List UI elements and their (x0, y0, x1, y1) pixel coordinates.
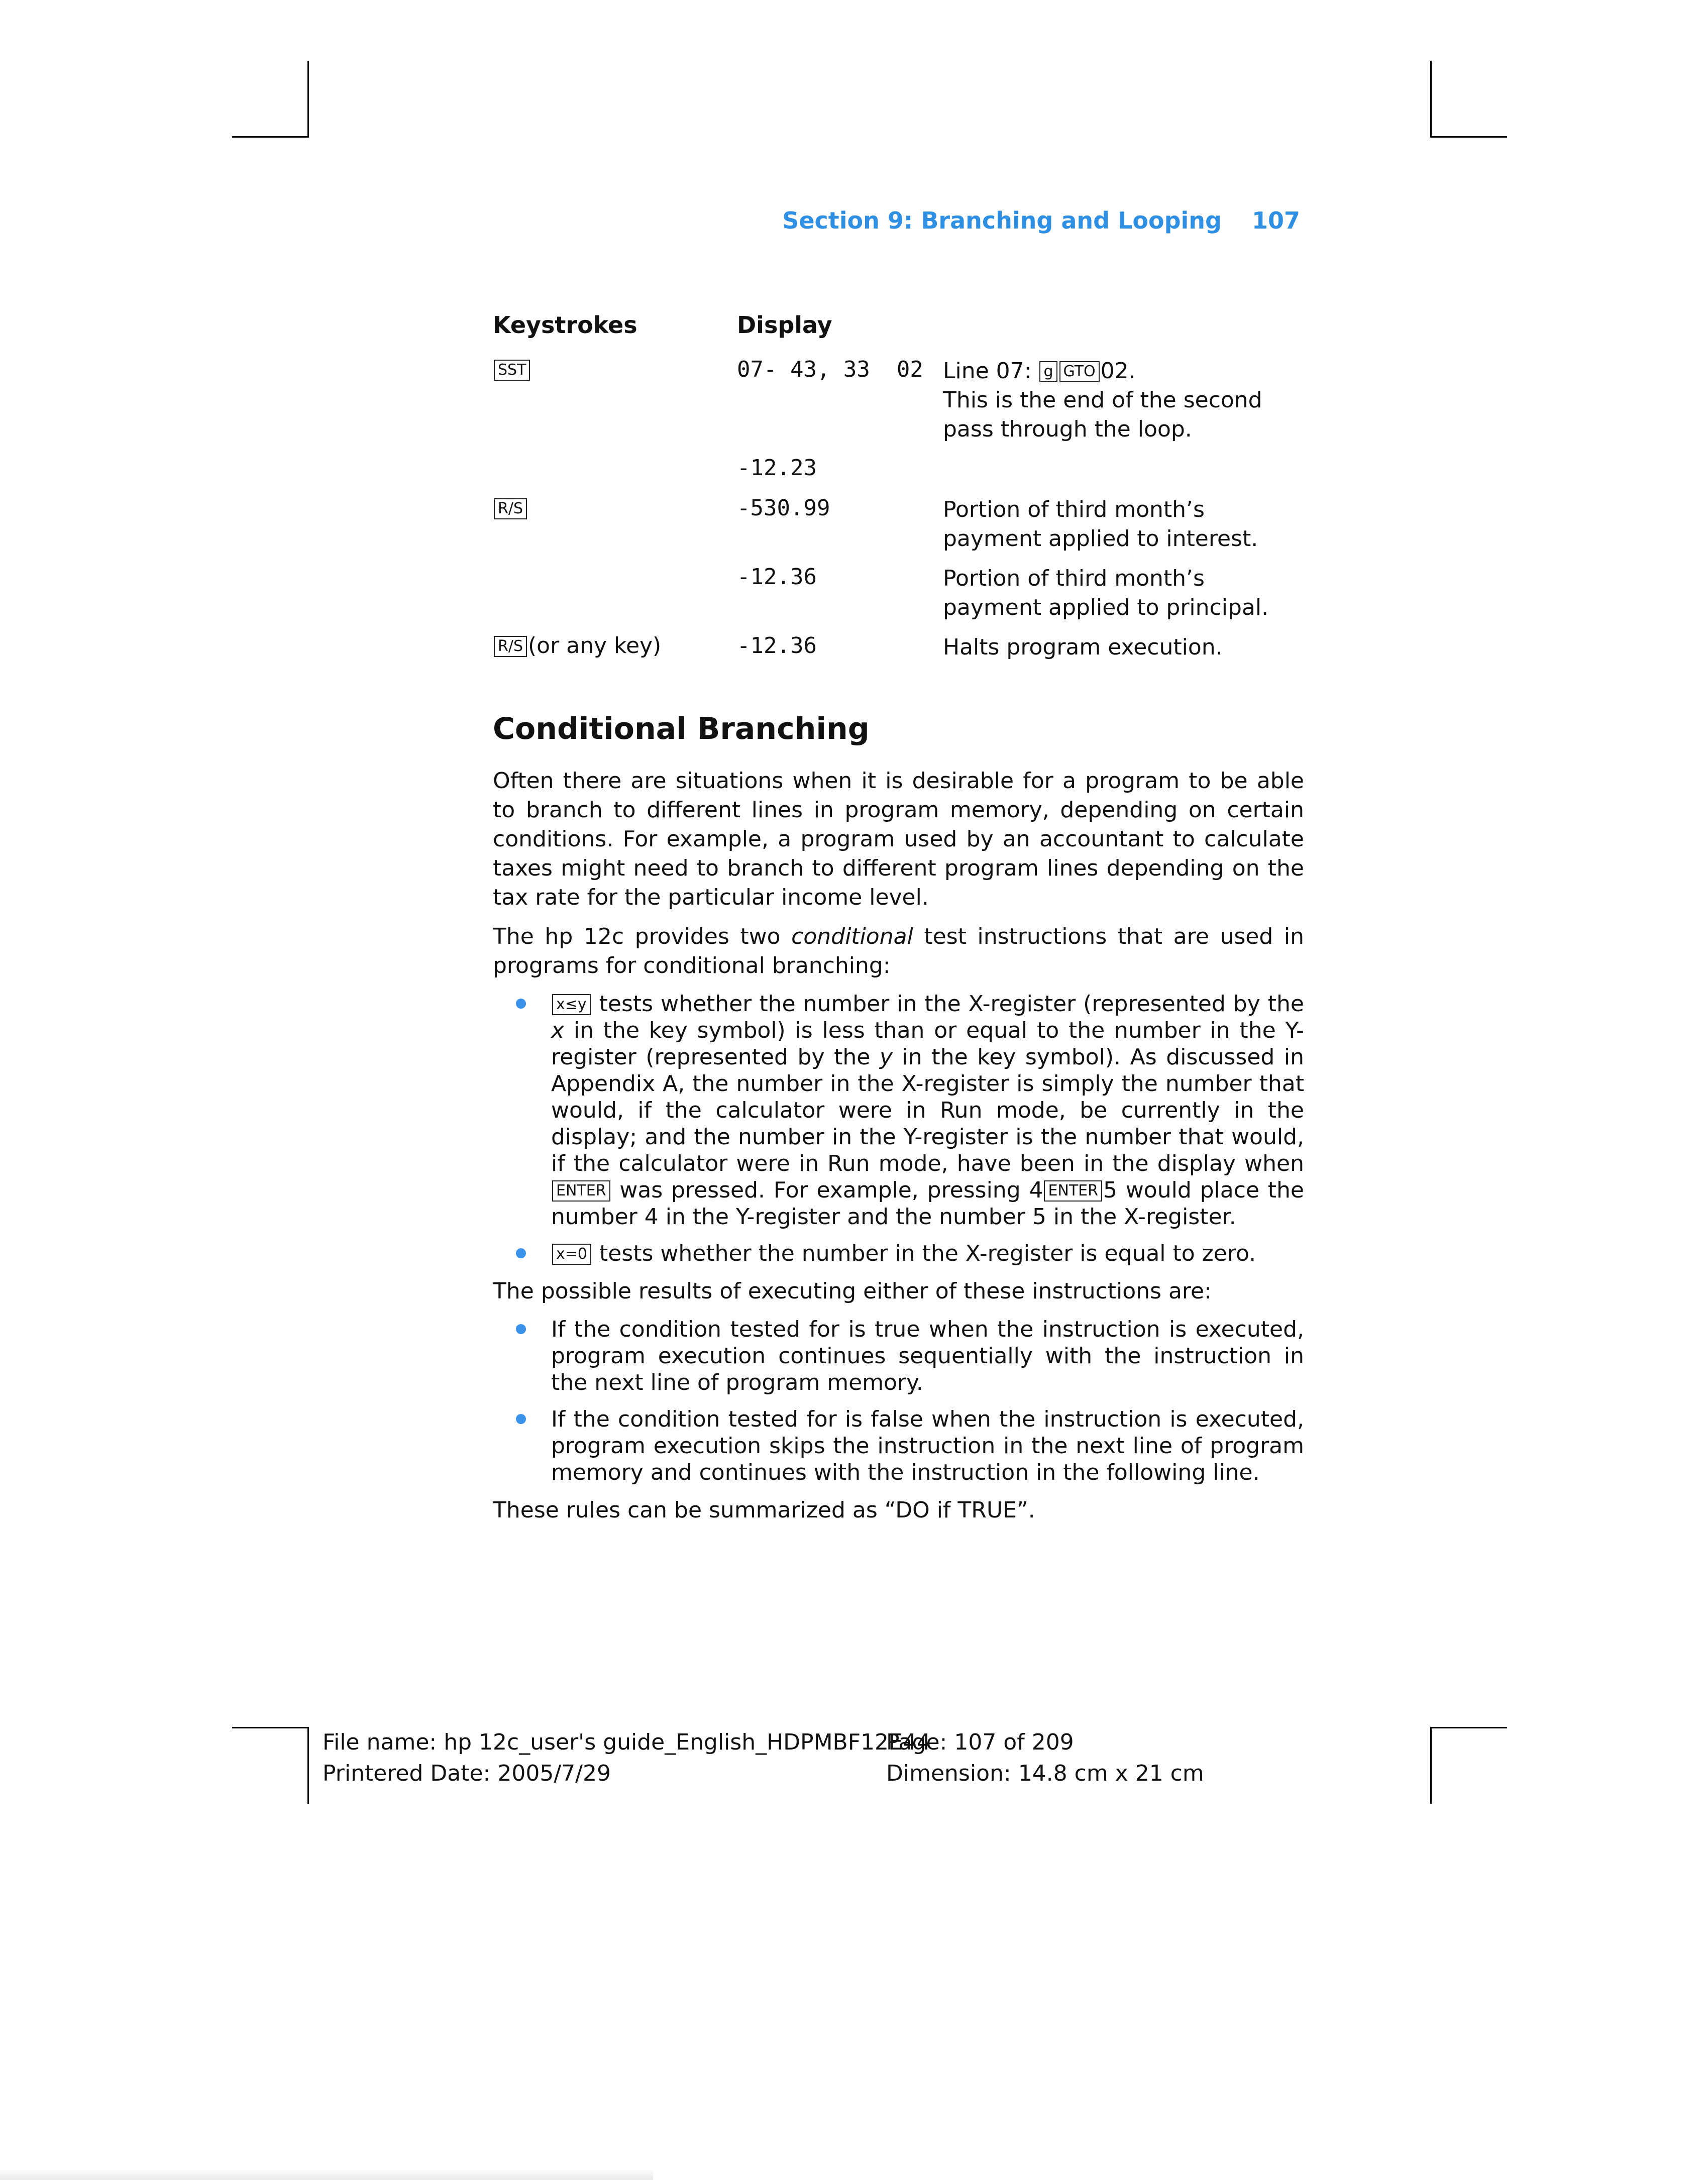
bullet-list (493, 1316, 1304, 1486)
enter-key: ENTER (552, 1180, 610, 1202)
paragraph: The hp 12c provides two conditional test instructions that are used in programs for conditional branching: (493, 924, 1304, 978)
footer-page-info (886, 1727, 1204, 1789)
display-cell: -12.36 (737, 564, 817, 590)
paragraph: These rules can be summarized as “DO if TRUE”. (493, 1497, 1035, 1523)
footer-file-name: File name: hp 12c_user's guide_English_HDPMBF12E44 (323, 1729, 931, 1755)
description-cell: Portion of third month’s payment applied to principal. (943, 566, 1269, 620)
page-number: 107 (1251, 207, 1300, 234)
bullet-list (493, 991, 1304, 1267)
keystroke-note: (or any key) (528, 633, 662, 659)
table-row (493, 455, 1304, 495)
display-cell: -12.23 (737, 455, 817, 481)
crop-mark (232, 1727, 309, 1728)
description-text: This is the end of the second pass through the loop. (943, 387, 1262, 442)
section-heading: Conditional Branching (493, 711, 870, 746)
display-cell: 07- 43, 33 02 (737, 357, 923, 382)
bullet-icon (516, 1414, 526, 1424)
footer-page: Page: 107 of 209 (886, 1729, 1074, 1755)
enter-key: ENTER (1044, 1180, 1102, 1202)
page-content (493, 311, 1304, 1535)
column-header-display: Display (737, 311, 832, 339)
footer-dimension: Dimension: 14.8 cm x 21 cm (886, 1761, 1204, 1786)
x-le-y-key: x≤y (552, 994, 591, 1015)
table-row (493, 495, 1304, 564)
crop-mark (307, 61, 309, 138)
keystroke-cell (493, 633, 661, 659)
list-item: x=0 tests whether the number in the X-register is equal to zero. (493, 1240, 1304, 1267)
crop-mark (1430, 1727, 1507, 1728)
bullet-icon (516, 1324, 526, 1334)
footer-printed-date: Printered Date: 2005/7/29 (323, 1761, 611, 1786)
x-eq-0-key: x=0 (552, 1244, 591, 1265)
paragraph: Often there are situations when it is desirable for a program to be able to branch to different lines in program memory, depending on certain conditions. For example, a program used by an accountant to calculate taxes might need to branch to different program lines depending on the tax rate for the particular income level. (493, 768, 1304, 910)
keystroke-table (493, 311, 1304, 663)
keystroke-cell (493, 495, 528, 521)
description-cell: Portion of third month’s payment applied to interest. (943, 497, 1258, 552)
g-key: g (1039, 361, 1057, 382)
list-item: x≤y tests whether the number in the X-register (represented by the x in the key symbol) is less than or equal to the number in the Y-register (represented by the y in the key symbol). As discussed in Appendix A, the number in the X-register is simply the number that would, if the calculator were in Run mode, be currently in the display; and the number in the Y-register is the number that would, if the calculator were in Run mode, have been in the display when ENTER was pressed. For example, pressing 4 ENTER 5 would place the number 4 in the Y-register and the number 5 in the X-register. (493, 991, 1304, 1230)
bottom-edge (0, 2169, 653, 2180)
sst-key: SST (494, 360, 530, 381)
run-stop-key: R/S (494, 498, 527, 519)
display-cell: -12.36 (737, 633, 817, 659)
run-stop-key: R/S (494, 636, 527, 657)
description-text: Line 07: (943, 358, 1039, 384)
gto-key: GTO (1059, 361, 1100, 382)
display-cell: -530.99 (737, 495, 830, 521)
print-footer (323, 1727, 1204, 1789)
description-cell (943, 357, 1304, 444)
bullet-icon (516, 1248, 526, 1258)
section-title: Section 9: Branching and Looping (782, 207, 1222, 234)
list-item: If the condition tested for is true when the instruction is executed, program execution continues sequentially with the instruction in the next line of program memory. (493, 1316, 1304, 1396)
table-row (493, 564, 1304, 633)
description-text: 02. (1100, 358, 1136, 384)
column-header-keystrokes: Keystrokes (493, 311, 637, 339)
crop-mark (232, 136, 309, 138)
keystroke-cell (493, 357, 531, 382)
running-header (782, 207, 1300, 234)
crop-mark (1430, 1727, 1432, 1804)
crop-mark (1430, 61, 1432, 138)
description-cell: Halts program execution. (943, 634, 1223, 660)
crop-mark (307, 1727, 309, 1804)
crop-mark (1430, 136, 1507, 138)
table-header (493, 311, 1304, 357)
table-row (493, 633, 1304, 663)
list-item: If the condition tested for is false when the instruction is executed, program execution skips the instruction in the next line of program memory and continues with the instruction in the following line. (493, 1406, 1304, 1486)
paragraph: The possible results of executing either of these instructions are: (493, 1278, 1212, 1304)
bullet-icon (516, 999, 526, 1009)
table-row (493, 357, 1304, 455)
